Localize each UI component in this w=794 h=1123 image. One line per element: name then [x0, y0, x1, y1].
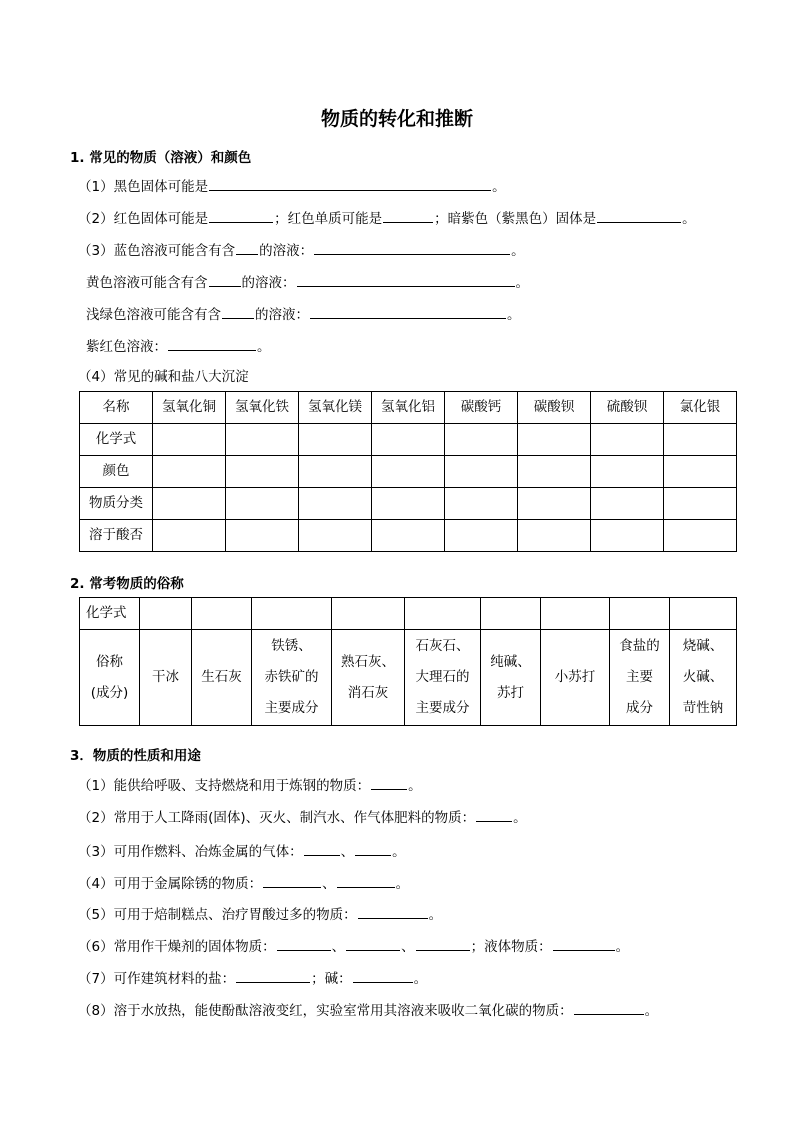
answer-blank[interactable] — [236, 241, 258, 255]
answer-blank[interactable] — [553, 937, 615, 951]
answer-cell[interactable] — [518, 520, 591, 552]
item-text: 。 — [507, 307, 521, 323]
item-text: 。 — [395, 876, 410, 892]
item-text: 、 — [322, 876, 336, 892]
answer-blank[interactable] — [168, 337, 256, 351]
item-text: 。 — [515, 275, 529, 291]
item-text: 紫红色溶液： — [86, 339, 167, 355]
section-2-heading: 2. 常考物质的俗称 — [70, 576, 184, 592]
item-text: 、 — [340, 844, 355, 860]
answer-blank[interactable] — [346, 937, 400, 951]
name-line: 主要 — [626, 669, 653, 685]
answer-blank[interactable] — [209, 209, 273, 223]
name-line: 干冰 — [152, 669, 179, 685]
answer-cell[interactable] — [670, 598, 737, 630]
answer-cell[interactable] — [518, 424, 591, 456]
name-line: 苏打 — [497, 684, 524, 701]
item-3-6 — [78, 937, 629, 956]
answer-blank[interactable] — [353, 969, 413, 983]
answer-blank[interactable] — [277, 937, 331, 951]
item-1-2 — [78, 209, 696, 228]
answer-cell[interactable] — [226, 488, 299, 520]
common-name-cell — [405, 630, 481, 726]
answer-blank[interactable] — [383, 209, 433, 223]
answer-cell[interactable] — [192, 598, 252, 630]
item-text: （1）能供给呼吸、支持燃烧和用于炼钢的物质： — [78, 778, 371, 794]
item-text: ；红色单质可能是 — [274, 211, 383, 227]
item-text: （1）黑色固体可能是 — [78, 179, 209, 195]
answer-blank[interactable] — [222, 305, 254, 319]
answer-cell[interactable] — [541, 598, 610, 630]
row-label: 化学式 — [80, 598, 140, 630]
common-names-table — [79, 597, 737, 726]
table-header-cell: 氯化银 — [664, 392, 737, 424]
row-label: 物质分类 — [80, 488, 153, 520]
name-line: 苛性钠 — [682, 700, 724, 716]
item-1-3-yellow — [86, 273, 529, 292]
item-text: 。 — [513, 810, 527, 826]
answer-cell[interactable] — [226, 456, 299, 488]
name-line: 烧碱、 — [682, 638, 724, 654]
answer-cell[interactable] — [372, 456, 445, 488]
name-line: 石灰石、 — [415, 638, 470, 654]
answer-blank[interactable] — [297, 273, 515, 287]
answer-blank[interactable] — [304, 842, 340, 856]
item-3-3 — [78, 842, 406, 861]
item-text: 黄色溶液可能含有含 — [86, 275, 208, 291]
item-3-4 — [78, 874, 409, 893]
item-text: （2）常用于人工降雨(固体)、灭火、制汽水、作气体肥料的物质： — [78, 810, 476, 826]
table-header-cell: 氢氧化镁 — [299, 392, 372, 424]
answer-blank[interactable] — [371, 776, 407, 790]
name-line: 熟石灰、 — [341, 653, 395, 670]
answer-blank[interactable] — [236, 969, 310, 983]
answer-cell[interactable] — [591, 488, 664, 520]
item-text: 。 — [644, 1003, 659, 1019]
table-header-row — [80, 392, 737, 424]
answer-cell[interactable] — [664, 456, 737, 488]
name-line: 消石灰 — [347, 684, 389, 701]
answer-cell[interactable] — [445, 424, 518, 456]
answer-blank[interactable] — [416, 937, 470, 951]
section-1-heading: 1. 常见的物质（溶液）和颜色 — [70, 150, 252, 166]
page-title: 物质的转化和推断 — [320, 108, 473, 130]
answer-cell[interactable] — [372, 520, 445, 552]
answer-blank[interactable] — [337, 874, 395, 888]
answer-blank[interactable] — [263, 874, 321, 888]
answer-cell[interactable] — [140, 598, 192, 630]
table-header-cell: 硫酸钡 — [591, 392, 664, 424]
answer-blank[interactable] — [476, 808, 512, 822]
answer-cell[interactable] — [332, 598, 405, 630]
answer-cell[interactable] — [481, 598, 541, 630]
table-row — [80, 488, 737, 520]
item-3-8 — [78, 1001, 658, 1020]
answer-cell[interactable] — [153, 520, 226, 552]
name-line: 生石灰 — [201, 669, 242, 685]
answer-blank[interactable] — [209, 177, 491, 191]
name-line: 小苏打 — [554, 669, 596, 685]
row-label: 溶于酸否 — [80, 520, 153, 552]
answer-cell[interactable] — [299, 488, 372, 520]
common-name-cell — [192, 630, 252, 726]
answer-cell[interactable] — [153, 488, 226, 520]
name-line: 纯碱、 — [490, 653, 531, 670]
item-3-2 — [78, 808, 527, 827]
answer-cell[interactable] — [372, 488, 445, 520]
name-line: 火碱、 — [682, 669, 724, 685]
answer-cell[interactable] — [445, 456, 518, 488]
item-1-4: （4）常见的碱和盐八大沉淀 — [78, 369, 249, 385]
item-1-3-green — [86, 305, 521, 324]
item-text: 。 — [492, 179, 506, 195]
item-text: （4）可用于金属除锈的物质： — [78, 876, 263, 892]
item-text: 的溶液： — [255, 307, 309, 323]
answer-blank[interactable] — [358, 905, 428, 919]
answer-blank[interactable] — [314, 241, 510, 255]
answer-cell[interactable] — [372, 424, 445, 456]
table-row — [80, 424, 737, 456]
item-text: （5）可用于焙制糕点、治疗胃酸过多的物质： — [78, 907, 357, 923]
answer-cell[interactable] — [252, 598, 332, 630]
name-line: 赤铁矿的 — [264, 669, 319, 685]
common-name-cell — [252, 630, 332, 726]
answer-blank[interactable] — [355, 842, 391, 856]
common-name-cell — [670, 630, 737, 726]
item-text: ；碱： — [311, 971, 352, 987]
answer-cell[interactable] — [591, 456, 664, 488]
item-text: 、 — [331, 939, 346, 955]
answer-cell[interactable] — [153, 424, 226, 456]
item-text: ；暗紫色（紫黑色）固体是 — [434, 211, 597, 227]
answer-cell[interactable] — [299, 520, 372, 552]
item-text: 。 — [682, 211, 696, 227]
item-text: （3）可用作燃料、冶炼金属的气体： — [78, 844, 303, 860]
item-1-3-purple — [86, 337, 271, 356]
item-text: 。 — [511, 243, 525, 259]
answer-cell[interactable] — [299, 456, 372, 488]
item-text: ；液体物质： — [470, 939, 552, 955]
item-text: 。 — [615, 939, 630, 955]
row-label — [80, 630, 140, 726]
answer-blank[interactable] — [310, 305, 506, 319]
item-text: 的溶液： — [259, 243, 314, 259]
table-header-cell: 氢氧化铜 — [153, 392, 226, 424]
item-text: （3）蓝色溶液可能含有含 — [78, 243, 236, 259]
answer-cell[interactable] — [610, 598, 670, 630]
common-name-cell — [481, 630, 541, 726]
item-text: 。 — [257, 339, 271, 355]
item-3-7 — [78, 969, 427, 988]
answer-blank[interactable] — [574, 1001, 644, 1015]
common-name-cell — [332, 630, 405, 726]
item-text: （7）可作建筑材料的盐： — [78, 971, 236, 987]
row-label: 颜色 — [80, 456, 153, 488]
item-text: （6）常用作干燥剂的固体物质： — [78, 939, 276, 955]
name-line: 食盐的 — [619, 638, 660, 654]
answer-cell[interactable] — [664, 488, 737, 520]
answer-cell[interactable] — [518, 488, 591, 520]
name-line: 大理石的 — [415, 669, 470, 685]
table-row — [80, 456, 737, 488]
answer-cell[interactable] — [226, 520, 299, 552]
answer-blank[interactable] — [597, 209, 681, 223]
table-header-cell: 氢氧化铝 — [372, 392, 445, 424]
answer-cell[interactable] — [591, 520, 664, 552]
item-text: 的溶液： — [241, 275, 296, 291]
item-text: 。 — [413, 971, 428, 987]
answer-cell[interactable] — [153, 456, 226, 488]
answer-cell[interactable] — [445, 488, 518, 520]
answer-cell[interactable] — [226, 424, 299, 456]
common-name-row — [80, 630, 737, 726]
row-label-line: 俗称 — [96, 653, 123, 670]
answer-cell[interactable] — [591, 424, 664, 456]
table-header-cell: 名称 — [80, 392, 153, 424]
table-header-cell: 碳酸钡 — [518, 392, 591, 424]
row-label-line: (成分) — [90, 684, 129, 701]
answer-cell[interactable] — [299, 424, 372, 456]
common-name-cell — [541, 630, 610, 726]
answer-cell[interactable] — [445, 520, 518, 552]
section-3-heading: 3．物质的性质和用途 — [70, 748, 201, 764]
answer-cell[interactable] — [518, 456, 591, 488]
row-label: 化学式 — [80, 424, 153, 456]
item-text: 、 — [401, 939, 415, 955]
name-line: 成分 — [626, 700, 653, 716]
item-text: 。 — [392, 844, 406, 860]
name-line: 铁锈、 — [271, 638, 312, 654]
answer-cell[interactable] — [664, 520, 737, 552]
answer-cell[interactable] — [405, 598, 481, 630]
common-name-cell — [140, 630, 192, 726]
item-3-1 — [78, 776, 422, 795]
item-1-3 — [78, 241, 525, 260]
item-3-5 — [78, 905, 442, 924]
item-text: （8）溶于水放热，能使酚酞溶液变红，实验室常用其溶液来吸收二氧化碳的物质： — [78, 1003, 573, 1019]
answer-cell[interactable] — [664, 424, 737, 456]
table-header-cell: 氢氧化铁 — [226, 392, 299, 424]
name-line: 主要成分 — [415, 700, 470, 716]
item-1-1 — [78, 177, 506, 196]
answer-blank[interactable] — [209, 273, 241, 287]
name-line: 主要成分 — [264, 700, 319, 716]
item-text: 。 — [428, 907, 443, 923]
item-text: （2）红色固体可能是 — [78, 211, 209, 227]
precipitates-table — [79, 391, 737, 552]
table-header-cell: 碳酸钙 — [445, 392, 518, 424]
item-text: 。 — [408, 778, 422, 794]
item-text: 浅绿色溶液可能含有含 — [86, 307, 221, 323]
common-name-cell — [610, 630, 670, 726]
formula-row — [80, 598, 737, 630]
table-row — [80, 520, 737, 552]
